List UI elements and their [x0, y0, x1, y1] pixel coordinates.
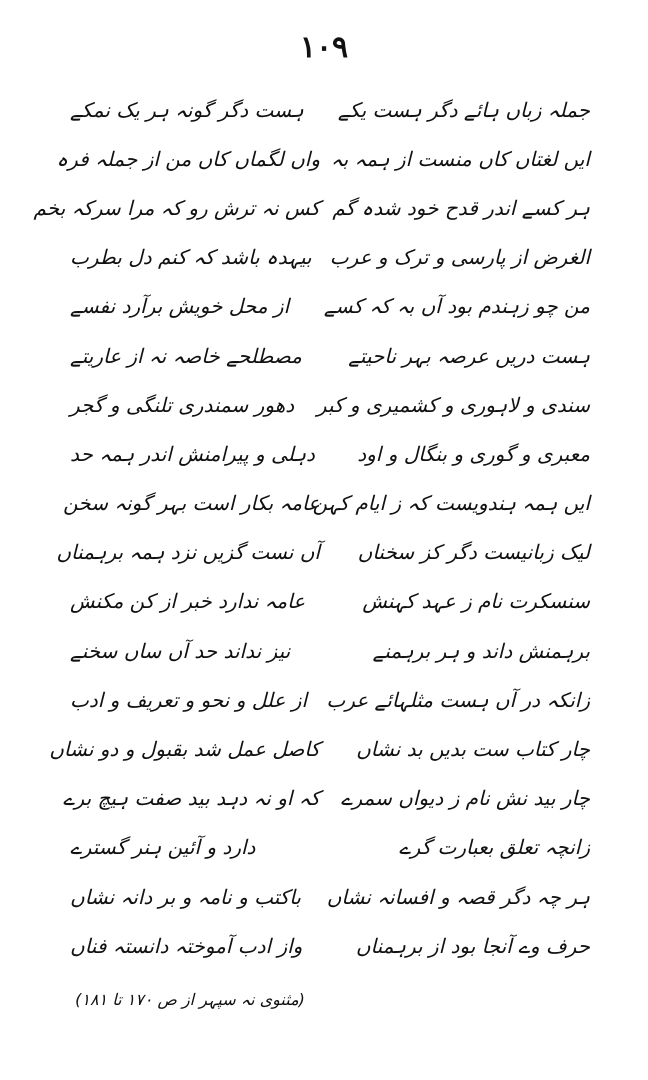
verse-row	[70, 921, 590, 970]
verse-hemistich-left: دہلی و پیرامنش اندر ہمہ حد	[70, 441, 315, 466]
verse-hemistich-right: ہر چہ دگر قصہ و افسانہ نشاں	[326, 884, 590, 909]
verse-hemistich-left: آں نست گزیں نزد ہمہ برہمناں	[56, 540, 320, 565]
verse-row	[70, 675, 590, 724]
verse-hemistich-right: زانکہ در آں ہست مثلہائے عرب	[326, 687, 590, 712]
verse-hemistich-left: کس نہ ترش رو کہ مرا سرکہ بخم	[33, 195, 320, 220]
verse-row	[56, 134, 590, 183]
verse-hemistich-left: کہ او نہ دہد بید صفت ہیچ برے	[62, 786, 320, 811]
verse-hemistich-right: لیک زبانیست دگر کز سخناں	[357, 540, 590, 565]
verse-hemistich-left: کاصل عمل شد بقبول و دو نشاں	[49, 737, 320, 762]
verse-row	[70, 872, 590, 921]
verse-hemistich-right: الغرض از پارسی و ترک و عرب	[329, 245, 590, 270]
source-citation: (مثنوی نہ سپہر از ص ۱۷۰ تا ۱۸۱)	[75, 990, 305, 1009]
verse-row	[33, 183, 590, 232]
verse-row	[70, 823, 590, 872]
verse-hemistich-right: چار بید نش نام ز دیواں سمرے	[340, 786, 590, 811]
verse-row	[70, 429, 590, 478]
verse-row	[49, 724, 590, 773]
verse-hemistich-right: حرف وے آنجا بود از برہمناں	[355, 933, 590, 958]
verse-hemistich-left: بیہدہ باشد کہ کنم دل بطرب	[70, 245, 312, 270]
verse-hemistich-right: ہست دریں عرصہ بہر ناحیتے	[348, 343, 590, 368]
verse-hemistich-right: جملہ زباں ہائے دگر ہست یکے	[337, 97, 590, 122]
verse-hemistich-left: واں لگماں کاں من از جملہ فرہ	[56, 146, 320, 171]
verse-hemistich-right: برہمنش داند و ہر برہمنے	[372, 638, 590, 663]
verse-row	[70, 331, 590, 380]
verse-hemistich-right: من چو زہندم بود آں بہ کہ کسے	[323, 294, 590, 319]
verse-row	[70, 282, 590, 331]
verse-hemistich-left: دارد و آئین ہنر گسترے	[70, 835, 256, 860]
verse-hemistich-right: معبری و گوری و بنگال و اود	[357, 441, 590, 466]
verse-hemistich-right: زانچہ تعلق بعبارت گرے	[398, 835, 590, 860]
verse-hemistich-left: عامہ ندارد خبر از کن مکنش	[70, 589, 306, 614]
verse-row	[70, 233, 590, 282]
verse-row	[63, 479, 590, 528]
verse-row	[56, 528, 590, 577]
verse-hemistich-right: ہر کسے اندر قدح خود شدہ گم	[332, 195, 590, 220]
verse-hemistich-left: عامہ بکار است بہر گونہ سخن	[63, 491, 320, 516]
verse-hemistich-left: نیز نداند حد آں ساں سخنے	[70, 638, 291, 663]
verse-row	[70, 85, 590, 134]
verse-hemistich-left: باکتب و نامہ و بر دانہ نشاں	[70, 884, 301, 909]
verse-row	[62, 774, 590, 823]
verse-hemistich-right: چار کتاب ست بدیں بد نشاں	[356, 737, 590, 762]
verse-hemistich-left: مصطلحے خاصہ نہ از عاریتے	[70, 343, 302, 368]
verse-hemistich-left: از محل خویش برآرد نفسے	[70, 294, 290, 319]
verse-hemistich-right: سندی و لاہوری و کشمیری و کبر	[316, 392, 590, 417]
verse-hemistich-left: واز ادب آموختہ دانستہ فناں	[70, 933, 303, 958]
verse-hemistich-right: ایں لغتاں کاں منست از ہمہ بہ	[330, 146, 590, 171]
verse-hemistich-left: دھور سمندری تلنگی و گجر	[70, 392, 295, 417]
verse-hemistich-left: از علل و نحو و تعریف و ادب	[70, 687, 308, 712]
verse-hemistich-right: سنسکرت نام ز عہد کہنش	[362, 589, 590, 614]
verse-list	[33, 85, 590, 970]
verse-row	[70, 626, 590, 675]
verse-row	[70, 380, 590, 429]
page-number: ۱۰۹	[299, 30, 349, 65]
verse-hemistich-left: ہست دگر گونہ ہر یک نمکے	[70, 97, 304, 122]
verse-hemistich-right: ایں ہمہ ہندویست کہ ز ایام کہن	[312, 491, 590, 516]
verse-row	[70, 577, 590, 626]
